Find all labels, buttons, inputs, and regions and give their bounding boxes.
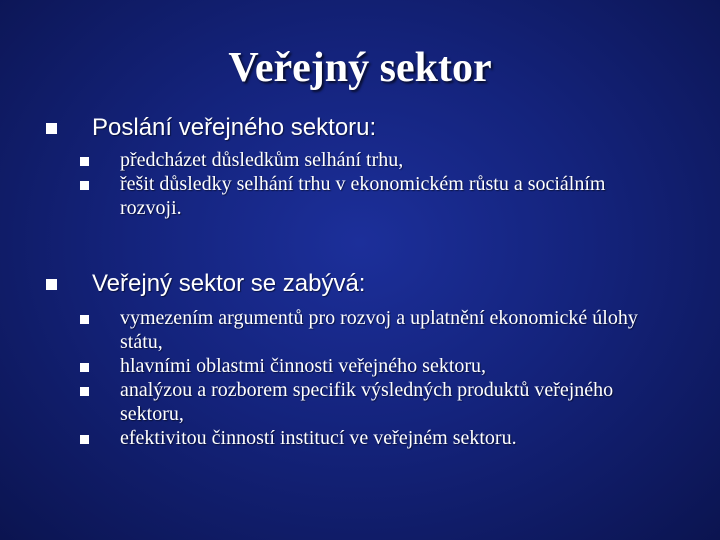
list-item: [80, 148, 640, 172]
list-item-text: předcházet důsledkům selhání trhu,: [120, 149, 404, 171]
square-bullet-icon: [80, 306, 120, 329]
list-item: [80, 306, 640, 354]
section-1-heading-item: [46, 113, 666, 146]
slide-title: Veřejný sektor: [228, 45, 492, 91]
list-item-text: vymezením argumentů pro rozvoj a uplatnění ekonomické úlohy státu,: [120, 307, 638, 353]
square-bullet-icon: [80, 354, 120, 377]
section-2-heading: Veřejný sektor se zabývá:: [92, 270, 366, 297]
square-bullet-icon: [46, 113, 92, 146]
square-bullet-icon: [80, 172, 120, 195]
list-item: [80, 172, 640, 220]
square-bullet-icon: [80, 378, 120, 401]
list-item-text: efektivitou činností institucí ve veřejném sektoru.: [120, 427, 517, 449]
list-item-text: hlavními oblastmi činnosti veřejného sektoru,: [120, 355, 487, 377]
square-bullet-icon: [80, 148, 120, 171]
list-item-text: řešit důsledky selhání trhu v ekonomickém růstu a sociálním rozvoji.: [120, 173, 606, 219]
section-1-heading: Poslání veřejného sektoru:: [92, 114, 377, 141]
section-1-list: [80, 148, 640, 220]
list-item: [80, 426, 640, 450]
list-item: [80, 354, 640, 378]
section-2-list: [80, 306, 640, 450]
section-2-heading-item: [46, 269, 666, 302]
list-item: [80, 378, 640, 426]
list-item-text: analýzou a rozborem specifik výsledných produktů veřejného sektoru,: [120, 379, 614, 425]
square-bullet-icon: [46, 269, 92, 302]
square-bullet-icon: [80, 426, 120, 449]
